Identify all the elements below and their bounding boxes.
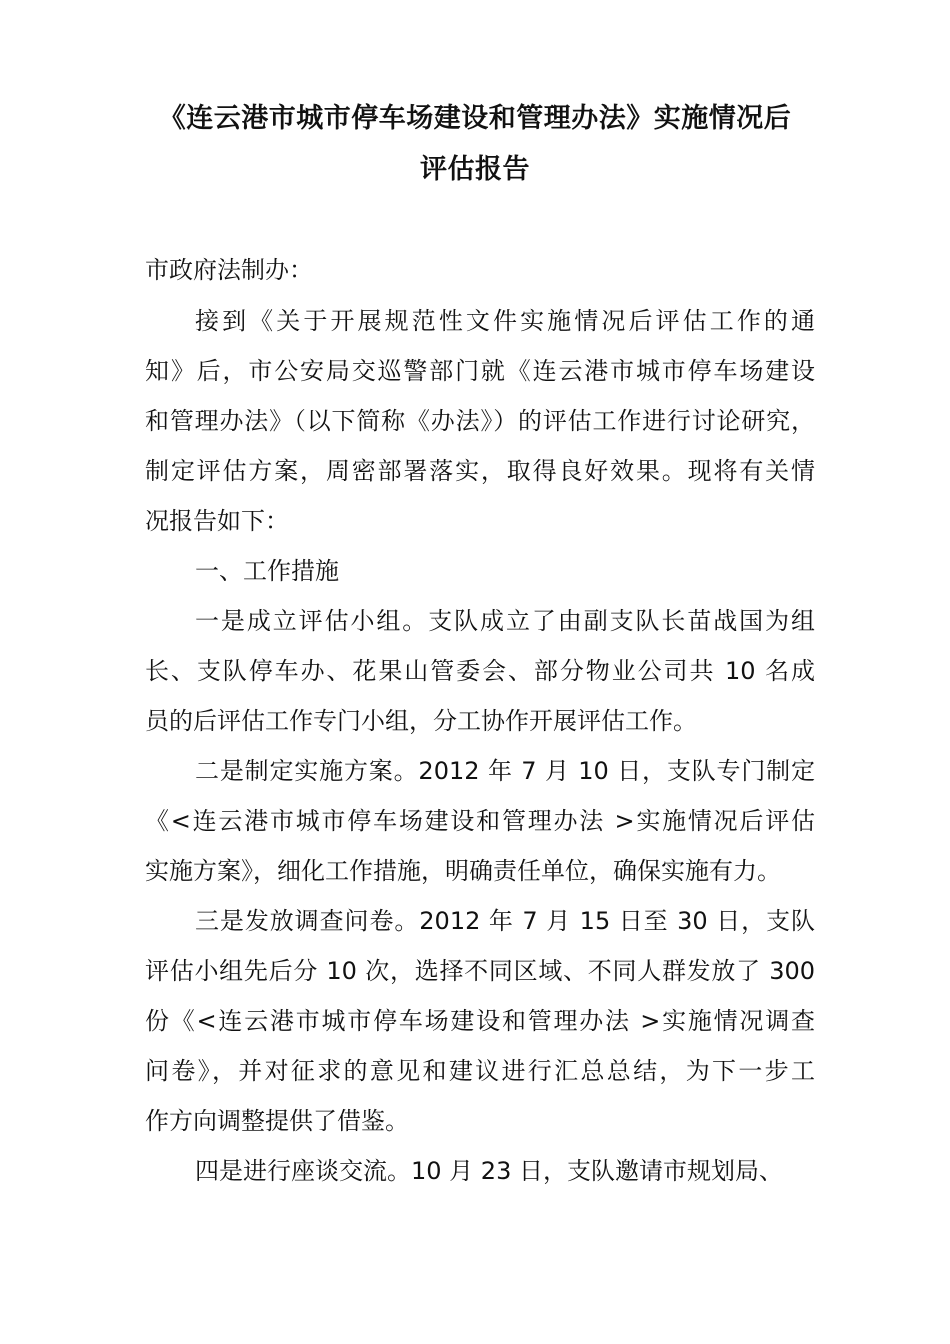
paragraph-intro (145, 296, 815, 546)
text-line: 一、工作措施 (195, 557, 339, 585)
text-line: 况报告如下： (145, 507, 289, 535)
text-line: 制定评估方案，周密部署落实，取得良好效果。现将有关情 (145, 457, 815, 485)
text-line: 三是发放调查问卷。2012 年 7 月 15 日至 30 日，支队 (195, 907, 815, 935)
text-line: 《<连云港市城市停车场建设和管理办法 >实施情况后评估 (145, 807, 815, 835)
paragraph-measure-4 (145, 1146, 815, 1196)
report-title-line-2: 评估报告 (420, 154, 530, 185)
report-title-line-1: 《连云港市城市停车场建设和管理办法》实施情况后 (158, 103, 792, 134)
text-line: 一是成立评估小组。支队成立了由副支队长苗战国为组 (195, 607, 815, 635)
text-line: 和管理办法》（以下简称《办法》）的评估工作进行讨论研究， (145, 407, 815, 435)
section-heading (145, 546, 815, 596)
text-line: 知》后，市公安局交巡警部门就《连云港市城市停车场建设 (145, 357, 815, 385)
paragraph-measure-3 (145, 896, 815, 1146)
text-line: 份《<连云港市城市停车场建设和管理办法 >实施情况调查 (145, 1007, 815, 1035)
text-line: 二是制定实施方案。2012 年 7 月 10 日，支队专门制定 (195, 757, 815, 785)
text-line: 作方向调整提供了借鉴。 (145, 1107, 409, 1135)
text-line: 四是进行座谈交流。10 月 23 日，支队邀请市规划局、 (195, 1157, 783, 1185)
report-body (145, 296, 815, 1196)
text-line: 评估小组先后分 10 次，选择不同区域、不同人群发放了 300 (145, 957, 815, 985)
text-line: 员的后评估工作专门小组，分工协作开展评估工作。 (145, 707, 697, 735)
text-line: 问卷》，并对征求的意见和建议进行汇总总结，为下一步工 (145, 1057, 815, 1085)
salutation: 市政府法制办： (145, 256, 313, 284)
paragraph-measure-2 (145, 746, 815, 896)
paragraph-measure-1 (145, 596, 815, 746)
text-line: 实施方案》，细化工作措施，明确责任单位，确保实施有力。 (145, 857, 781, 885)
text-line: 长、支队停车办、花果山管委会、部分物业公司共 10 名成 (145, 657, 815, 685)
text-line: 接到《关于开展规范性文件实施情况后评估工作的通 (195, 307, 815, 335)
